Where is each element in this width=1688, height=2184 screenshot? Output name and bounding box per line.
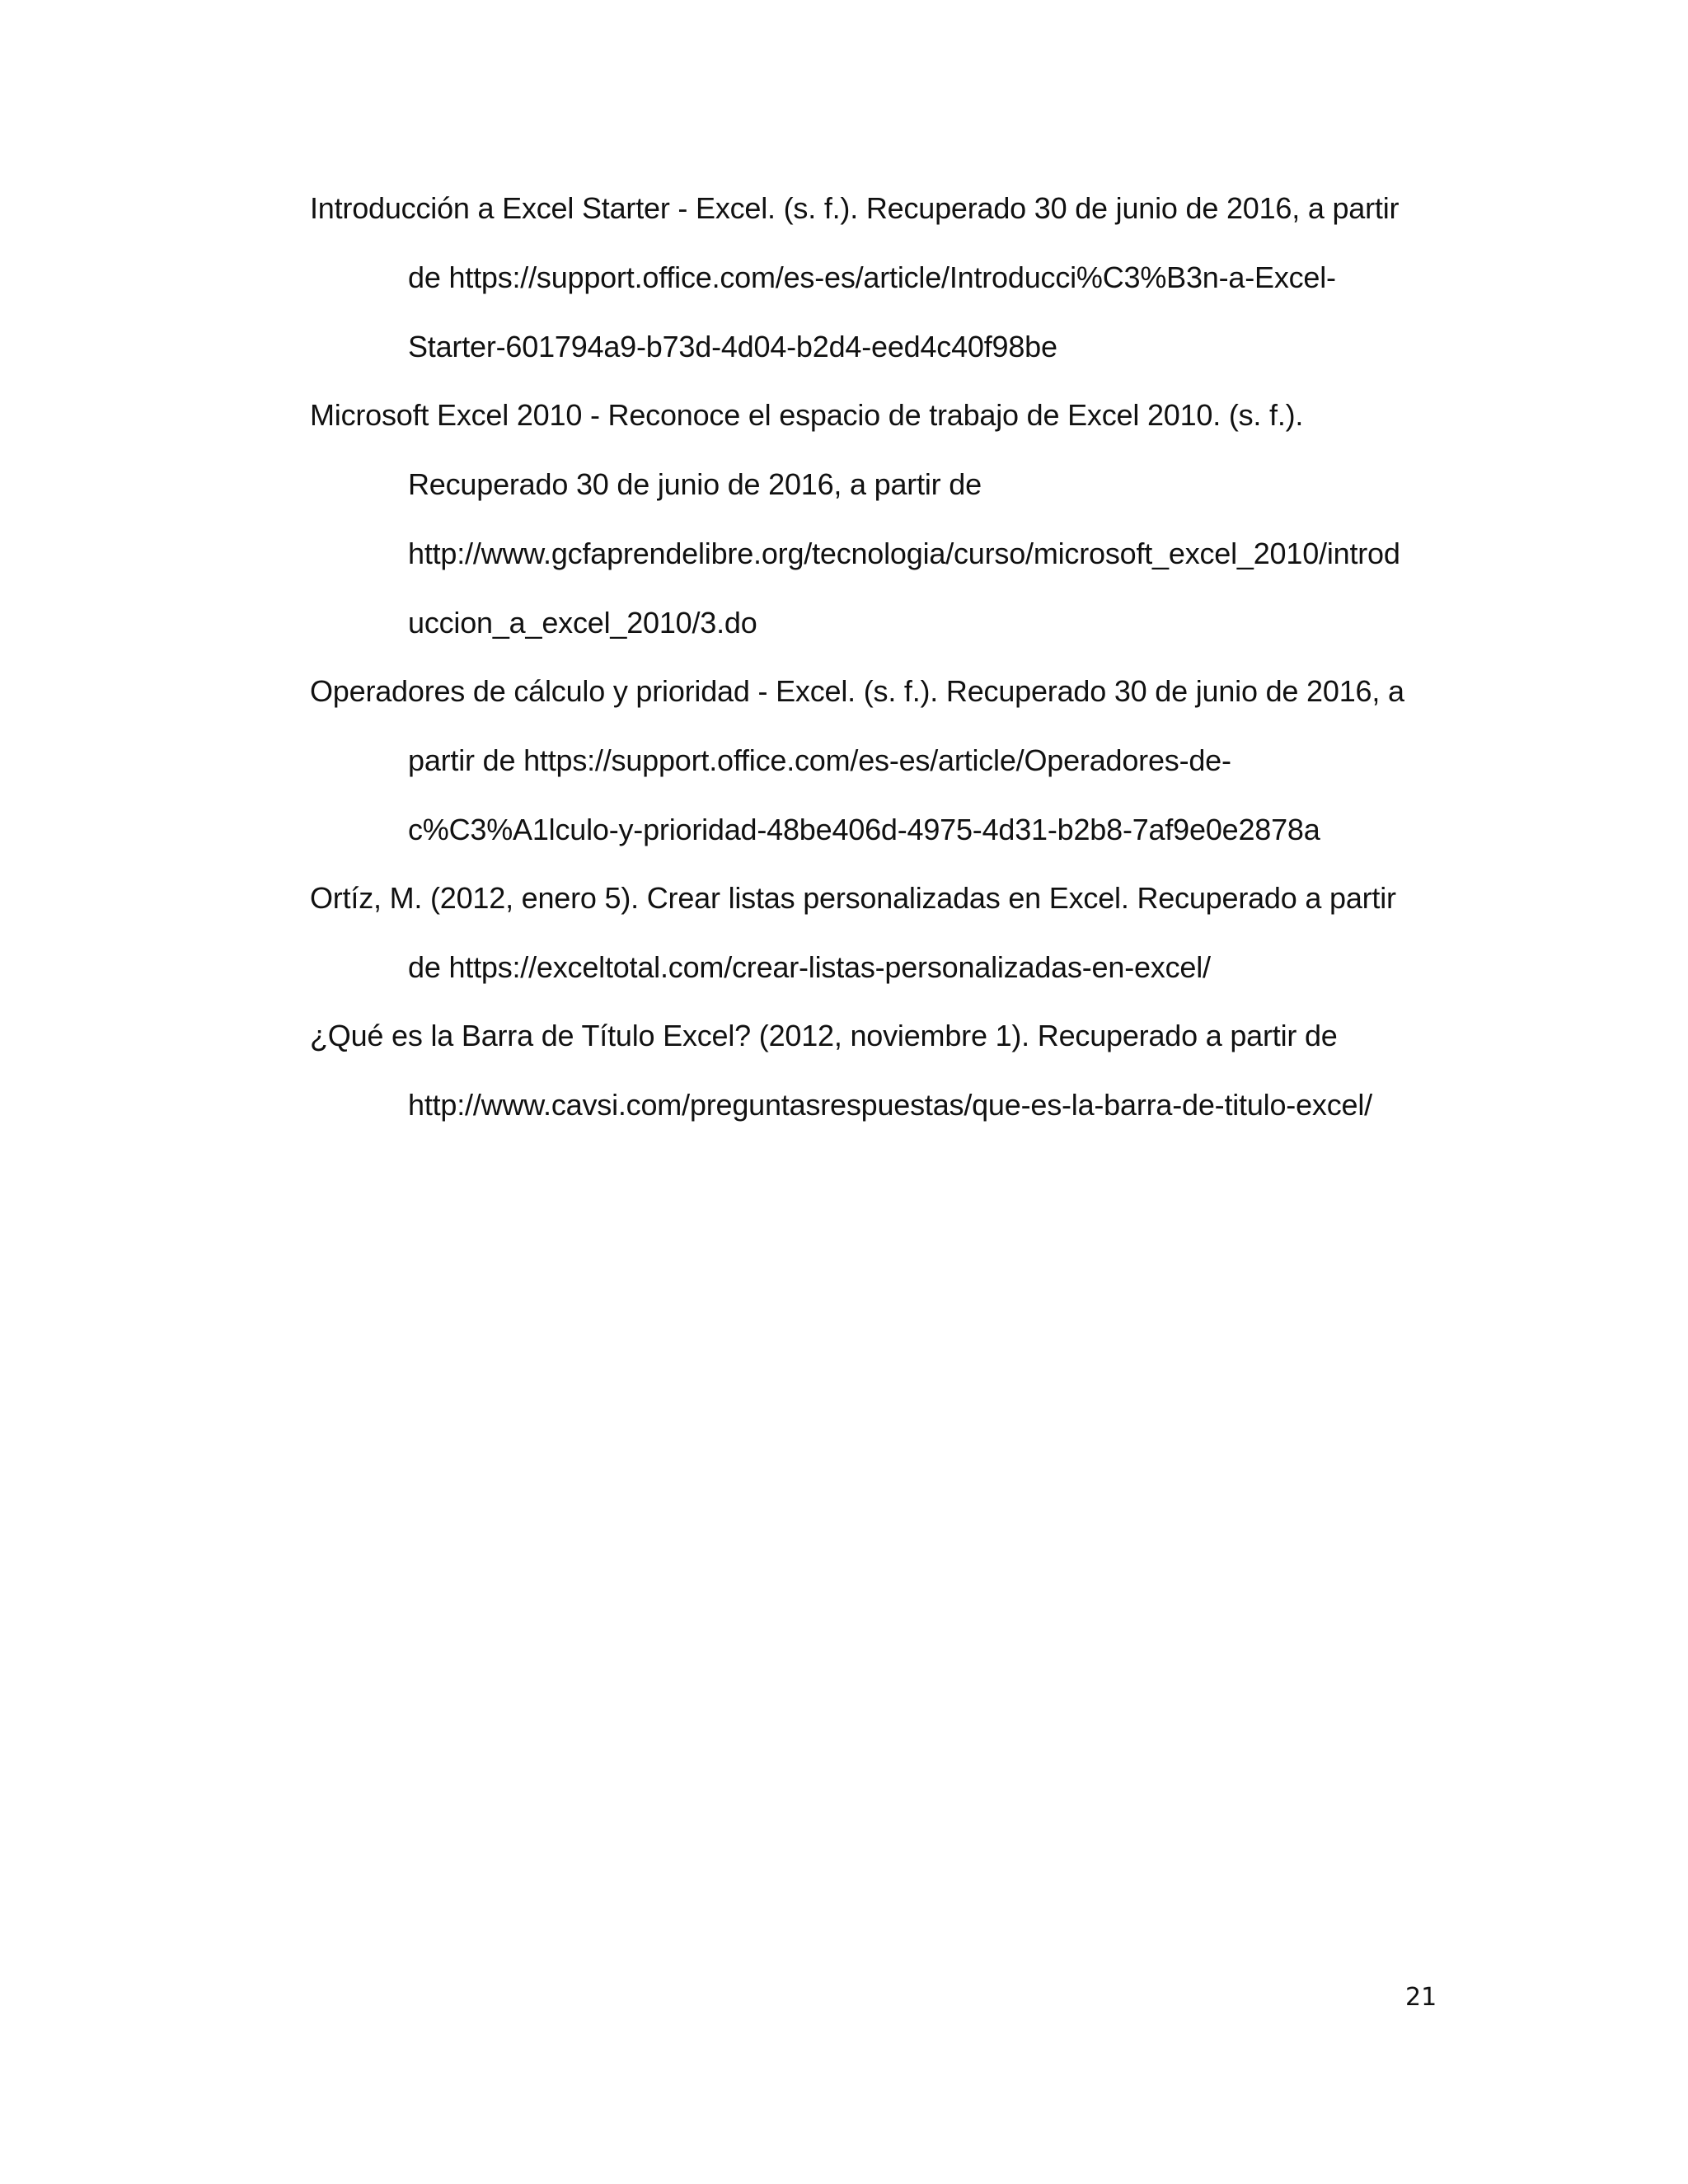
reference-1-line-3: Starter-601794a9-b73d-4d04-b2d4-eed4c40f98be [408,330,1057,363]
reference-2-line-1: Microsoft Excel 2010 - Reconoce el espacio de trabajo de Excel 2010. (s. f.). [310,398,1304,432]
reference-4-line-2: de https://exceltotal.com/crear-listas-personalizadas-en-excel/ [408,950,1211,984]
reference-2-line-2: Recuperado 30 de junio de 2016, a partir de [408,467,982,501]
reference-1-line-1: Introducción a Excel Starter - Excel. (s. f.). Recuperado 30 de junio de 2016, a partir [310,191,1400,225]
reference-2-line-4: uccion_a_excel_2010/3.do [408,606,757,640]
reference-1-line-2: de https://support.office.com/es-es/article/Introducci%C3%B3n-a-Excel- [408,260,1336,294]
reference-2-line-3: http://www.gcfaprendelibre.org/tecnologia/curso/microsoft_excel_2010/introd [408,537,1400,570]
reference-5-line-2: http://www.cavsi.com/preguntasrespuestas/que-es-la-barra-de-titulo-excel/ [408,1088,1372,1122]
reference-3-line-1: Operadores de cálculo y prioridad - Excel. (s. f.). Recuperado 30 de junio de 2016, a [310,674,1404,708]
reference-4-line-1: Ortíz, M. (2012, enero 5). Crear listas personalizadas en Excel. Recuperado a partir [310,881,1396,915]
reference-3-line-2: partir de https://support.office.com/es-es/article/Operadores-de- [408,743,1231,777]
reference-5-line-1: ¿Qué es la Barra de Título Excel? (2012, noviembre 1). Recuperado a partir de [310,1019,1338,1052]
reference-3-line-3: c%C3%A1lculo-y-prioridad-48be406d-4975-4d31-b2b8-7af9e0e2878a [408,813,1320,846]
page-number: 21 [1405,1983,1437,2012]
